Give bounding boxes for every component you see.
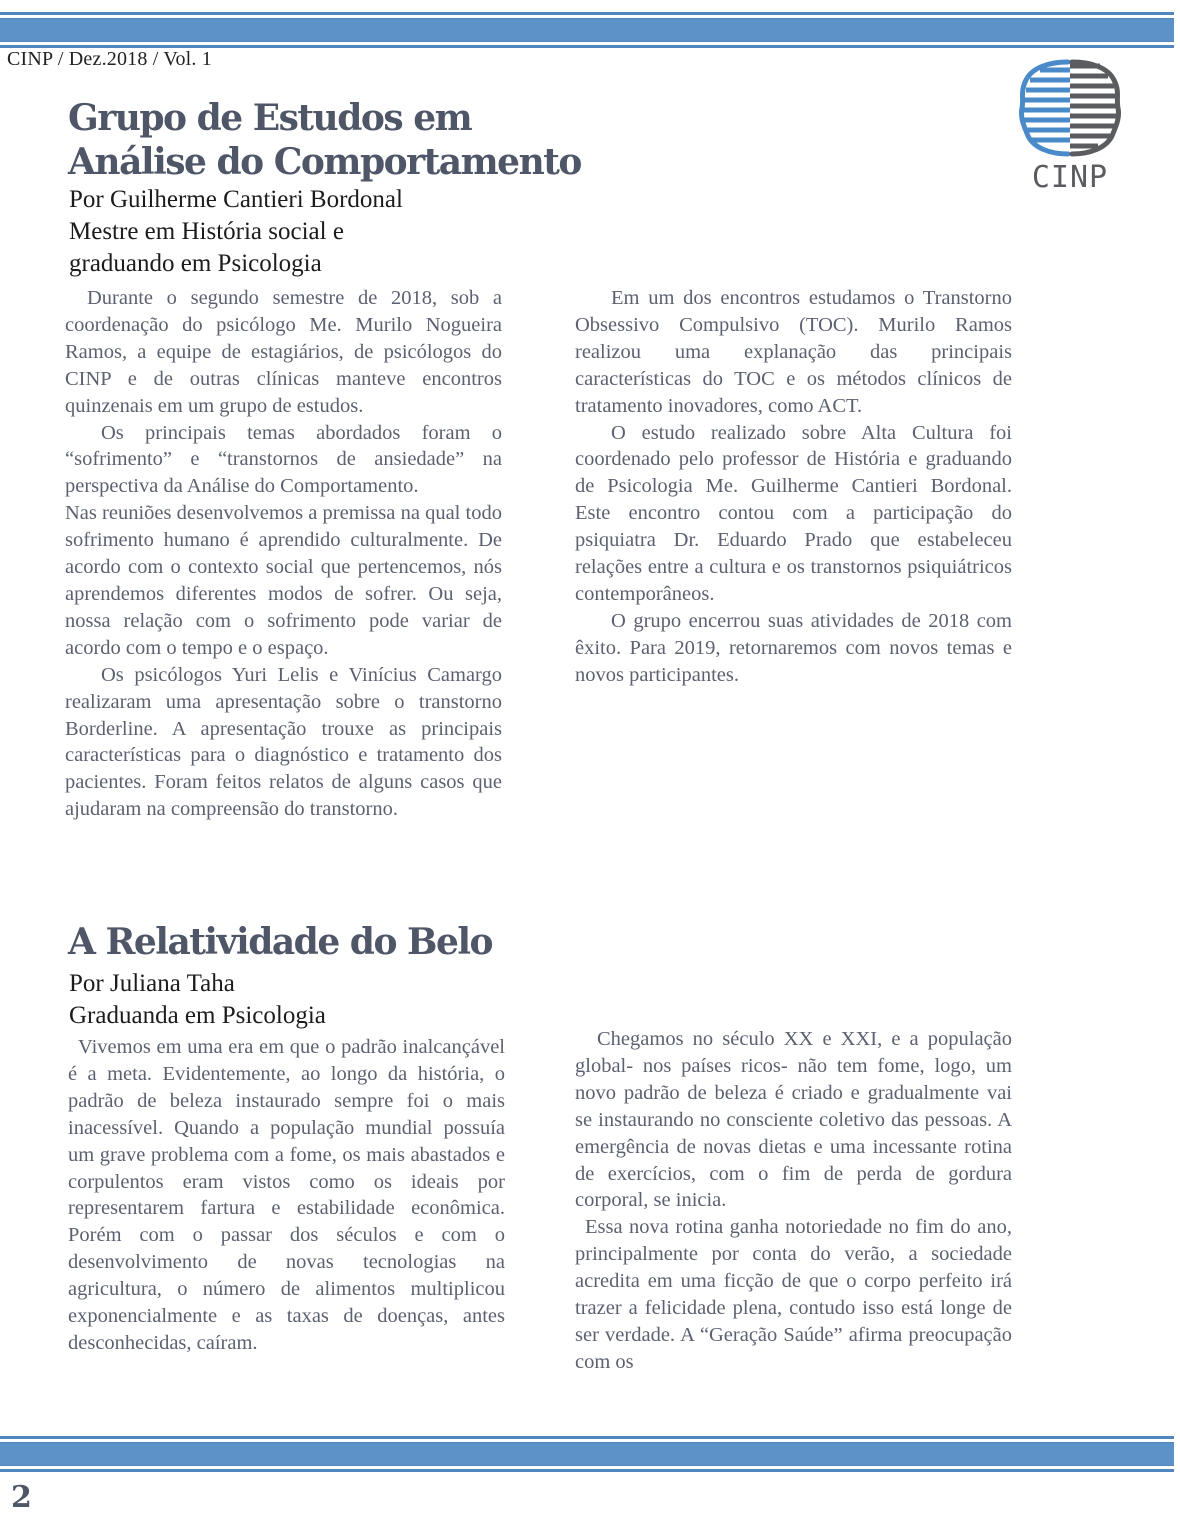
footer-band: [0, 1436, 1174, 1474]
article-column-right: [575, 1026, 1012, 1376]
paragraph: Chegamos no século XX e XXI, e a população global- nos países ricos- não tem fome, logo, um novo padrão de beleza é criado e gradualmente vai se instaurando no consciente coletivo das pessoas. A emergência de novas dietas e uma incessante rotina de exercícios, com o fim de perda de gordura corporal, se inicia.: [575, 1028, 1012, 1212]
logo-text: CINP: [1031, 160, 1109, 195]
article-title: A Relatividade do Belo: [68, 921, 493, 963]
paragraph: Nas reuniões desenvolvemos a premissa na qual todo sofrimento humano é aprendido culturalmente. De acordo com o contexto social que pertencemos, nós aprendemos diferentes modos de sofrer. Ou seja, nossa relação com o sofrimento pode variar de acordo com o tempo e o espaço.: [65, 502, 502, 659]
issue-line: CINP / Dez.2018 / Vol. 1: [7, 48, 212, 70]
paragraph: Vivemos em uma era em que o padrão inalcançável é a meta. Evidentemente, ao longo da história, o padrão de beleza instaurado sempre foi o mais inacessível. Quando a população mundial possuía um grave problema com a fome, os mais abastados e corpulentos eram vistos como os ideais por representarem fartura e estabilidade econômica. Porém com o passar dos séculos e com o desenvolvimento de novas tecnologias na agricultura, o número de alimentos multiplicou exponencialmente e as taxas de doenças, antes desconhecidas, caíram.: [68, 1036, 505, 1354]
author-name: Por Juliana Taha: [69, 970, 235, 997]
author-credential: Graduanda em Psicologia: [69, 1002, 326, 1029]
article-byline: [69, 184, 403, 280]
brain-stripes-icon: [1018, 58, 1122, 158]
article-column-left: [65, 285, 502, 823]
header-band-bar: [0, 18, 1174, 42]
header-band: [0, 12, 1174, 50]
paragraph: O grupo encerrou suas atividades de 2018 com êxito. Para 2019, retornaremos com novos temas e novos participantes.: [575, 609, 1012, 686]
footer-band-bar: [0, 1442, 1174, 1466]
author-credential: graduando em Psicologia: [69, 250, 322, 277]
author-credential: Mestre em História social e: [69, 218, 344, 245]
paragraph: Durante o segundo semestre de 2018, sob a coordenação do psicólogo Me. Murilo Nogueira Ramos, a equipe de estagiários, de psicólogos do CINP e de outras clínicas manteve encontros quinzenais em um grupo de estudos.: [65, 287, 502, 417]
paragraph: Os principais temas abordados foram o “sofrimento” e “transtornos de ansiedade” na perspectiva da Análise do Comportamento.: [65, 421, 502, 498]
paragraph: Os psicólogos Yuri Lelis e Vinícius Camargo realizaram uma apresentação sobre o transtorno Borderline. A apresentação trouxe as principais características para o diagnóstico e tratamento dos pacientes. Foram feitos relatos de alguns casos que ajudaram na compreensão do transtorno.: [65, 663, 502, 821]
paragraph: Em um dos encontros estudamos o Transtorno Obsessivo Compulsivo (TOC). Murilo Ramos realizou uma explanação das principais características do TOC e os métodos clínicos de tratamento inovadores, como ACT.: [575, 287, 1012, 417]
footer-band-line: [0, 1436, 1174, 1439]
article-title-line: Grupo de Estudos em: [68, 97, 472, 139]
cinp-logo: [1018, 58, 1122, 198]
article-column-left: [68, 1034, 505, 1357]
page-number: 2: [11, 1480, 32, 1515]
article-byline: [69, 968, 326, 1032]
article-column-right: [575, 285, 1012, 689]
paragraph: Essa nova rotina ganha notoriedade no fim do ano, principalmente por conta do verão, a sociedade acredita em uma ficção de que o corpo perfeito irá trazer a felicidade plena, contudo isso está longe de ser verdade. A “Geração Saúde” afirma preocupação com os: [575, 1216, 1012, 1373]
author-name: Por Guilherme Cantieri Bordonal: [69, 186, 403, 213]
footer-band-line: [0, 1469, 1174, 1472]
paragraph: O estudo realizado sobre Alta Cultura foi coordenado pelo professor de História e graduando de Psicologia Me. Guilherme Cantieri Bordonal. Este encontro contou com a participação do psiquiatra Dr. Eduardo Prado que estabeleceu relações entre a cultura e os transtornos psiquiátricos contemporâneos.: [575, 421, 1012, 605]
article-title-line: Análise do Comportamento: [68, 141, 581, 183]
article-title: [68, 96, 581, 184]
header-band-line: [0, 12, 1174, 15]
